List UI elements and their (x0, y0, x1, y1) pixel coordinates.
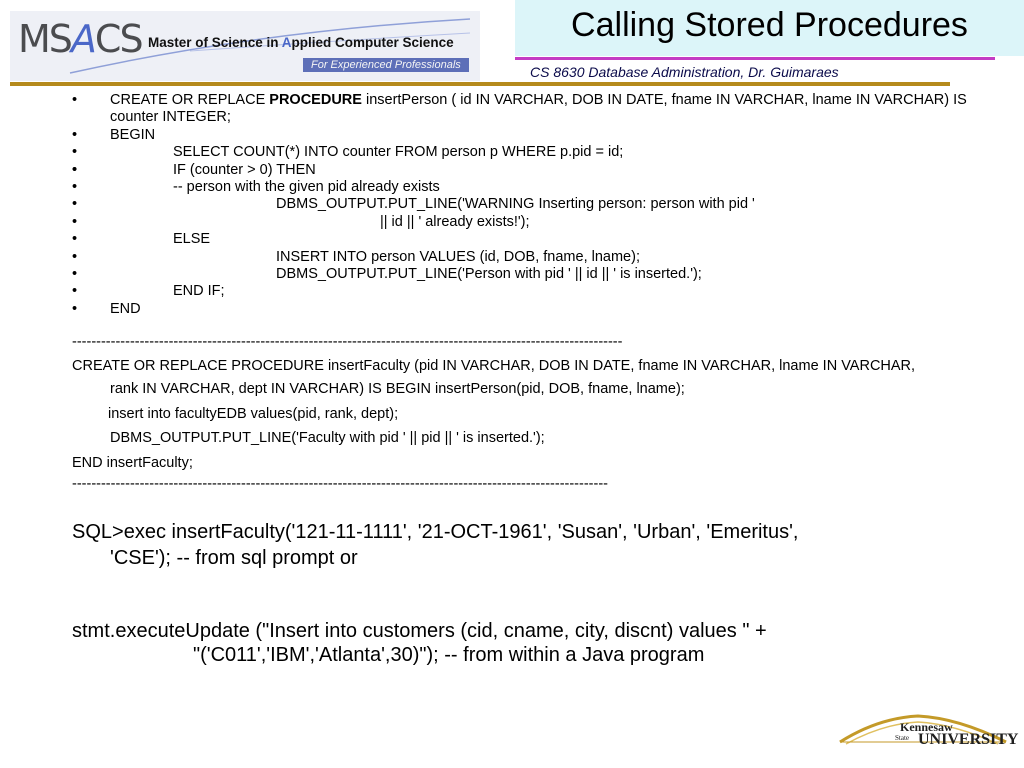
separator-line: --------------------------------------------------------------------------------------------------------------- (72, 476, 608, 492)
exec-line-1: SQL>exec insertFaculty('121-11-1111', '21-OCT-1961', 'Susan', 'Urban', 'Emeritus', (72, 521, 799, 543)
code-line: • DBMS_OUTPUT.PUT_LINE('WARNING Inserting person: person with pid ' (0, 196, 1024, 213)
code-line: • BEGIN (0, 127, 1024, 144)
logo-tagline: Master of Science in Applied Computer Science (148, 35, 454, 50)
university-name: Kennesaw (900, 720, 953, 734)
header-divider (10, 82, 950, 86)
code-line: • END (0, 301, 1024, 318)
logo-subtagline: For Experienced Professionals (303, 58, 469, 72)
faculty-line-4: DBMS_OUTPUT.PUT_LINE('Faculty with pid ' || pid || ' is inserted.'); (110, 430, 545, 446)
msacs-logo (10, 11, 480, 81)
code-line: • DBMS_OUTPUT.PUT_LINE('Person with pid ' || id || ' is inserted.'); (0, 266, 1024, 283)
faculty-line-2: rank IN VARCHAR, dept IN VARCHAR) IS BEGIN insertPerson(pid, DOB, fname, lname); (110, 381, 685, 397)
procedure-code-list (0, 92, 1024, 318)
course-subtitle: CS 8630 Database Administration, Dr. Guimaraes (530, 64, 839, 80)
faculty-line-5: END insertFaculty; (72, 455, 193, 471)
faculty-line-3: insert into facultyEDB values(pid, rank, dept); (108, 406, 399, 422)
java-line-1: stmt.executeUpdate ("Insert into customers (cid, cname, city, discnt) values " + (72, 620, 767, 642)
university-label: UNIVERSITY (918, 731, 1019, 748)
faculty-line-1: CREATE OR REPLACE PROCEDURE insertFaculty (pid IN VARCHAR, DOB IN DATE, fname IN VARCHAR, lname IN VARCHAR, (72, 358, 916, 374)
university-state: State (895, 734, 909, 742)
code-line: • INSERT INTO person VALUES (id, DOB, fname, lname); (0, 249, 1024, 266)
separator-line: ------------------------------------------------------------------------------------------------------------------ (72, 334, 623, 350)
title-underline (515, 57, 995, 60)
slide-title: Calling Stored Procedures (571, 6, 968, 44)
code-line: • ELSE (0, 231, 1024, 248)
exec-line-2: 'CSE'); -- from sql prompt or (110, 547, 358, 569)
code-line: • END IF; (0, 283, 1024, 300)
logo-wordmark: MSACS (18, 17, 142, 61)
code-line: • SELECT COUNT(*) INTO counter FROM person p WHERE p.pid = id; (0, 144, 1024, 161)
code-line: • CREATE OR REPLACE PROCEDURE insertPerson ( id IN VARCHAR, DOB IN DATE, fname IN VARCHAR, lname IN VARCHAR) IS counter INTEGER; (0, 92, 970, 127)
code-line: • IF (counter > 0) THEN (0, 162, 1024, 179)
code-line: • || id || ' already exists!'); (0, 214, 1024, 231)
code-line: • -- person with the given pid already exists (0, 179, 1024, 196)
java-line-2: "('C011','IBM','Atlanta',30)"); -- from within a Java program (193, 644, 705, 666)
